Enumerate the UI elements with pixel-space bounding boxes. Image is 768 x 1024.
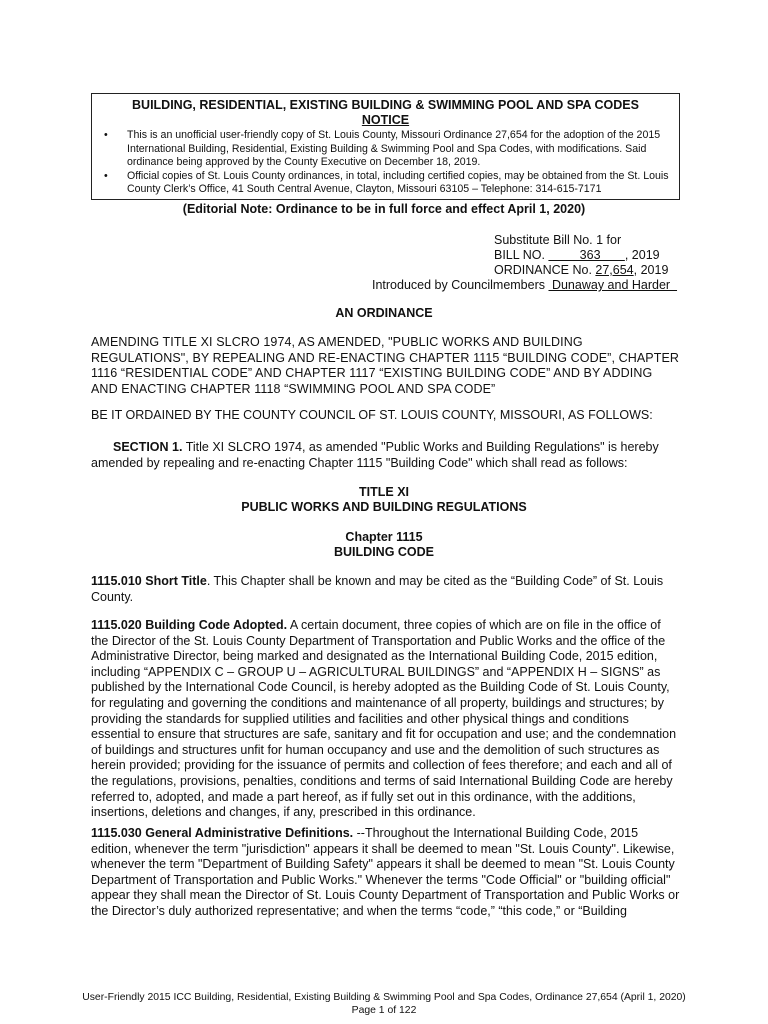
section-1115-010: [91, 574, 681, 605]
bill-year: , 2019: [624, 248, 660, 262]
be-it-ordained: BE IT ORDAINED BY THE COUNTY COUNCIL OF ST. LOUIS COUNTY, MISSOURI, AS FOLLOWS:: [91, 408, 653, 422]
introduced-line: [372, 277, 677, 293]
title-heading: TITLE XI: [359, 485, 409, 499]
notice-item: [100, 129, 671, 170]
bill-substitute-line: [494, 232, 621, 248]
section-text: --Throughout the International Building Code, 2015 edition, whenever the term "jurisdiction" appears it shall be deemed to mean "St. Louis County". Likewise, whenever the term "Department of Building Safety" appears it shall be deemed to mean "St. Louis County Department of Transportation and Public Works." Whenever the terms "Code Official" or "building official" appear they shall mean the Director of St. Louis County Department of Transportation and Public Works or the Director’s duly authorized representative; and when the terms “code,” “this code,” or “Building: [91, 826, 680, 918]
section-1115-020: [91, 618, 681, 821]
amending-paragraph: AMENDING TITLE XI SLCRO 1974, AS AMENDED, "PUBLIC WORKS AND BUILDING REGULATIONS", BY REPEALING AND RE-ENACTING CHAPTER 1115 “BUILDING CODE”, CHAPTER 1116 “RESIDENTIAL CODE” AND CHAPTER 1117 “EXISTING BUILDING CODE” AND BY ADDING AND ENACTING CHAPTER 1118 “SWIMMING POOL AND SPA CODE”: [91, 335, 680, 396]
introduced-names: Dunaway and Harder: [548, 278, 678, 292]
bill-label: BILL NO.: [494, 248, 549, 262]
section-1-text: Title XI SLCRO 1974, as amended "Public Works and Building Regulations" is hereby amended by repealing and re-enacting Chapter 1115 "Building Code" which shall read as follows:: [91, 440, 659, 470]
editorial-note: (Editorial Note: Ordinance to be in full force and effect April 1, 2020): [182, 202, 586, 216]
bill-number: 363: [548, 248, 625, 262]
notice-box: [91, 93, 680, 200]
section-1-paragraph: [91, 440, 681, 471]
section-heading: 1115.020 Building Code Adopted.: [91, 618, 288, 632]
bill-number-line: [494, 247, 660, 263]
section-heading: 1115.030 General Administrative Definitions.: [91, 826, 354, 840]
ordinance-number-line: [494, 262, 668, 278]
ordinance-year: , 2019: [633, 263, 669, 277]
notice-item-text: This is an unofficial user-friendly copy of St. Louis County, Missouri Ordinance 27,654 for the adoption of the 2015 International Building, Residential, Existing Building & Swimming Pool and Spa Codes, with modifications. Said ordinance being approved by the County Executive on December 18, 2019.: [127, 129, 661, 169]
section-1-label: SECTION 1.: [113, 440, 183, 454]
section-heading: 1115.010 Short Title: [91, 574, 207, 588]
ordinance-number: 27,654: [595, 263, 634, 277]
notice-title: BUILDING, RESIDENTIAL, EXISTING BUILDING & SWIMMING POOL AND SPA CODES: [132, 98, 639, 112]
chapter-heading: Chapter 1115: [345, 530, 423, 544]
footer-page-number: Page 1 of 122: [351, 1004, 417, 1016]
section-text: A certain document, three copies of which are on file in the office of the Director of the St. Louis County Department of Transportation and Public Works and the office of the Administrative Director, being marked and designated as the International Building Code, 2015 edition, including “APPENDIX C – GROUP U – AGRICULTURAL BUILDINGS” and “APPENDIX H – SIGNS” as published by the International Code Council, is hereby adopted as the Building Code of St. Louis County, for regulating and governing the conditions and maintenance of all property, buildings and structures; by providing the standards for supplied utilities and facilities and other physical things and conditions essential to ensure that structures are safe, sanitary and fit for occupation and use; and the condemnation of buildings and structures unfit for human occupancy and use and the demolition of such structures as herein provided; providing for the issuance of permits and collection of fees therefore; and each and all of the regulations, provisions, penalties, conditions and terms of said International Building Code are hereby referred to, adopted, and made a part hereof, as if fully set out in this ordinance, with the additions, insertions, deletions and changes, if any, prescribed in this ordinance.: [91, 618, 677, 820]
notice-item-text: Official copies of St. Louis County ordinances, in total, including certified copies, may be obtained from the St. Louis County Clerk’s Office, 41 South Central Avenue, Clayton, Missouri 63105 – Telephone: 314-615-7171: [127, 169, 669, 196]
chapter-name: BUILDING CODE: [334, 545, 434, 559]
page-footer: [0, 992, 768, 1017]
notice-item: [100, 170, 671, 197]
bullet-icon: •: [104, 169, 108, 182]
bullet-icon: •: [104, 129, 108, 141]
section-1115-030: [91, 826, 681, 920]
notice-subtitle: NOTICE: [361, 113, 410, 127]
bill-substitute: Substitute Bill No. 1 for: [494, 233, 622, 247]
section-text: . This Chapter shall be known and may be cited as the “Building Code” of St. Louis County.: [91, 574, 664, 604]
notice-list: [100, 129, 671, 197]
ordinance-label: ORDINANCE No.: [494, 263, 596, 277]
footer-document-title: User-Friendly 2015 ICC Building, Residential, Existing Building & Swimming Pool and Spa Codes, Ordinance 27,654 (April 1, 2020): [82, 992, 686, 1003]
introduced-label: Introduced by Councilmembers: [372, 278, 549, 292]
ordinance-heading: AN ORDINANCE: [335, 306, 433, 320]
title-subheading: PUBLIC WORKS AND BUILDING REGULATIONS: [241, 500, 527, 514]
